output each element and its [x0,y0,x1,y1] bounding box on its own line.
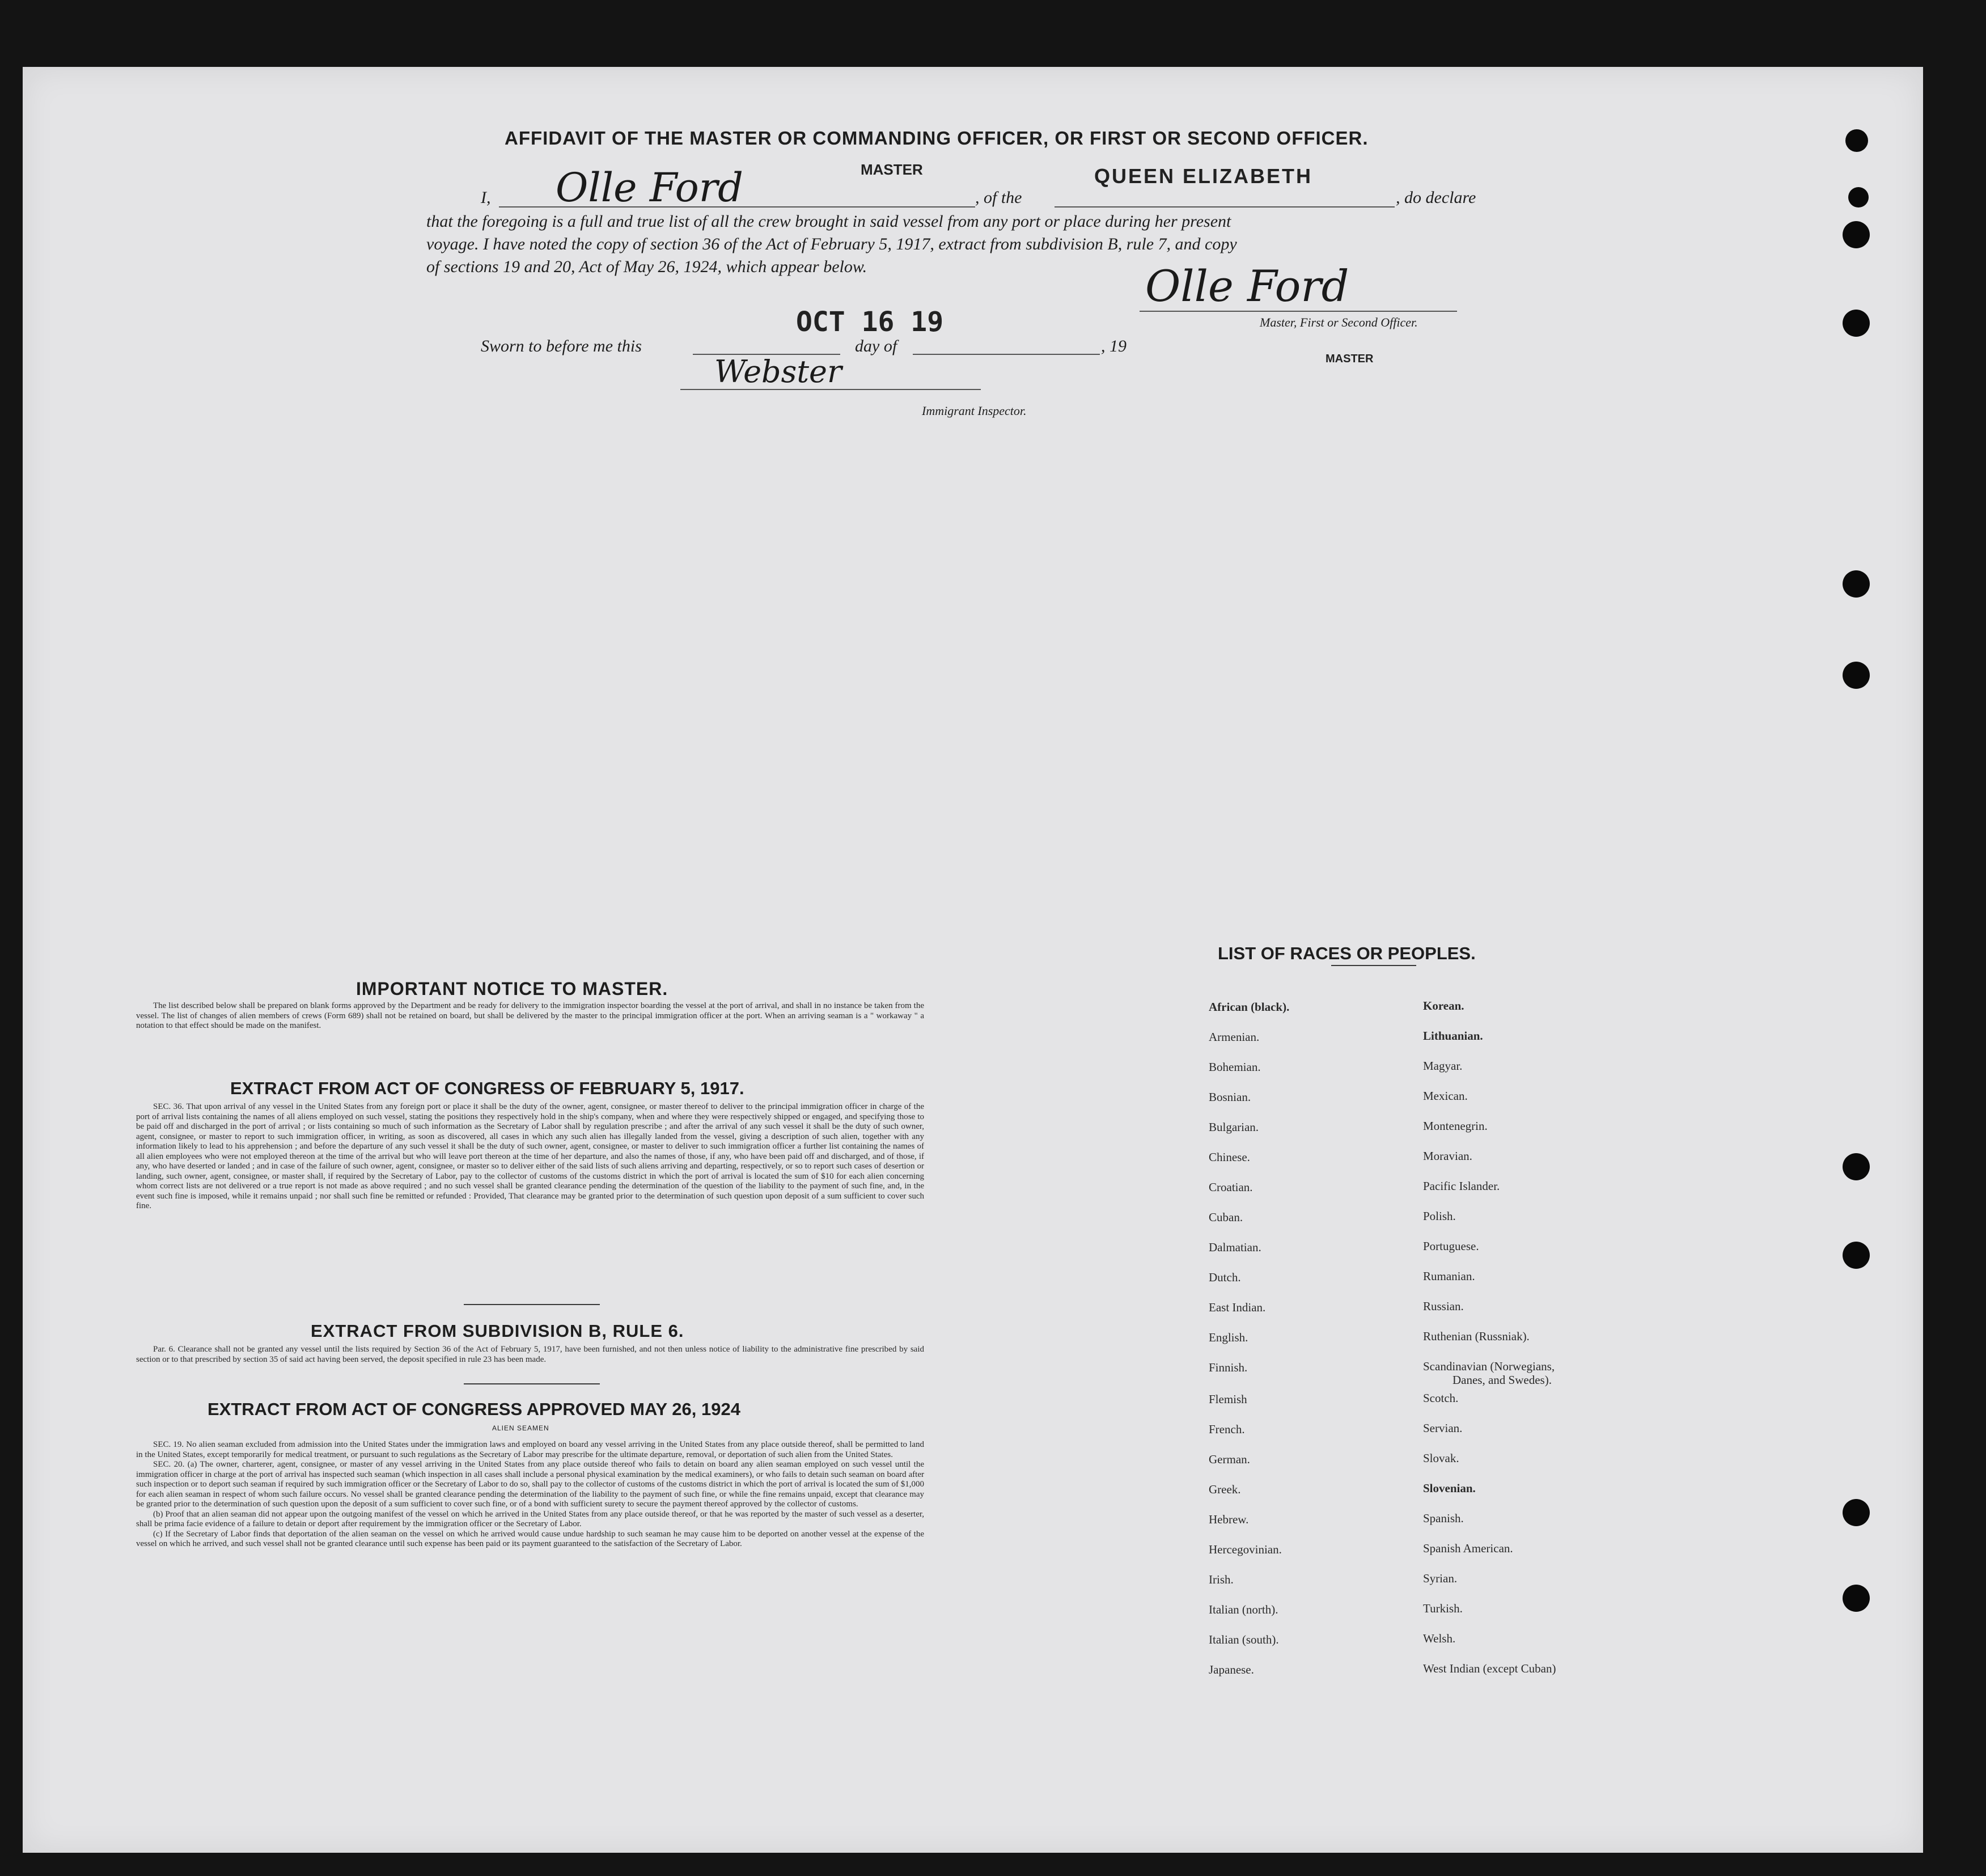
race-left-item: Armenian. [1209,1030,1260,1044]
race-left-item: Greek. [1209,1483,1241,1496]
race-right-item: Korean. [1423,999,1464,1013]
affidavit-line-4: of sections 19 and 20, Act of May 26, 1924, which appear below. [426,257,867,276]
extract-1917-paragraph: SEC. 36. That upon arrival of any vessel in the United States from any foreign port or place it shall be the duty of the owner, agent, consignee, or master thereof to deliver to the principal immigration officer in charge of the port of arrival lists containing the names of all aliens employed on such vessel, stating the positions they respectively hold in the ship's company, when and where they were respectively shipped or engaged, and specifying those to be paid off and discharged in the port of arrival ; or lists containing so much of such information as the Secretary of Labor shall by regulation prescribe ; and after the arrival of any such vessel it shall be the duty of such owner, agent, consignee, or master to report to such immigration officer, in writing, as soon as discovered, all cases in which any such alien has illegally landed from the vessel, giving a description of such alien, together with any information likely to lead to his apprehension ; and before the departure of any such vessel it shall be the duty of such owner, agent, consignee, or master to deliver to such immigration officer a further list containing the names of all alien employees who were not employed thereon at the time of the arrival but who will leave port thereon at the time of her departure, and also the names of those, if any, who have been paid off and discharged, and of those, if any, who have deserted or landed ; and in case of the failure of such owner, agent, consignee, or master so to deliver either of the said lists of such aliens arriving and departing, respectively, or so to report such cases of desertion or landing, such owner, agent, consignee, or master shall, if required by the Secretary of Labor, pay to the collector of customs of the customs district in which the port of arrival is located the sum of $10 for each alien concerning whom correct lists are not delivered or a true report is not made as above required ; and no such vessel shall be granted clearance pending the determination of the question of the liability to the payment of such fine, and, in the event such fine is imposed, while it remains unpaid ; nor shall such fine be remitted or refunded : Provided, That clearance may be granted prior to the determination of such question upon deposit of a sum sufficient to cover such fine. [136,1102,924,1210]
race-right-item: Scotch. [1423,1391,1459,1405]
race-left-item: Bosnian. [1209,1090,1251,1104]
document-sheet [23,67,1923,1853]
extract-1924-sec19: SEC. 19. No alien seaman excluded from admission into the United States under the immigration laws and employed on board any vessel arriving in the United States from any place outside thereof, shall be permitted to land in the United States, except temporarily for medical treatment, or pursuant to such regulations as the Secretary of Labor may prescribe for the ultimate departure, removal, or deportation of such alien from the United States. [136,1440,924,1459]
races-title: LIST OF RACES OR PEOPLES. [1218,943,1476,963]
section-divider [464,1383,600,1384]
races-title-underline [1331,965,1416,966]
race-right-item: Pacific Islander. [1423,1179,1500,1193]
race-right-item: Turkish. [1423,1602,1463,1615]
extract-rule6-body [136,1345,924,1365]
race-right-item: Russian. [1423,1299,1464,1313]
year-label: , 19 [1101,337,1127,355]
race-left-item: Dutch. [1209,1271,1241,1284]
extract-1924-subtitle: ALIEN SEAMEN [492,1424,549,1432]
binder-hole [1843,310,1870,337]
affidavit-declare-label: , do declare [1396,188,1476,207]
race-left-item: French. [1209,1422,1245,1436]
sworn-month-underline [913,354,1100,355]
race-right-item: Lithuanian. [1423,1029,1483,1043]
officer-signature-line [1140,311,1457,312]
binder-hole [1845,129,1868,152]
extract-1924-body [136,1440,924,1549]
extract-1917-title: EXTRACT FROM ACT OF CONGRESS OF FEBRUARY 5, 1917. [230,1078,744,1098]
affidavit-i-label: I, [481,188,491,207]
day-of-label: day of [855,337,897,355]
race-left-item: Finnish. [1209,1361,1248,1374]
race-left-item: Chinese. [1209,1150,1250,1164]
notice-paragraph: The list described below shall be prepared on blank forms approved by the Department and be ready for delivery to the immigration inspector boarding the vessel at the port of arrival, and shall in no instance be taken from the vessel. The list of changes of alien members of crews (Form 689) shall not be retained on board, but shall be delivered by the master to the principal immigration officer at the port. When an arriving seaman is a " workaway " a notation to that effect should be made on the manifest. [136,1001,924,1030]
race-right-item: Mexican. [1423,1089,1468,1103]
race-left-item: Dalmatian. [1209,1240,1261,1254]
race-right-item: Montenegrin. [1423,1119,1488,1133]
binder-hole [1848,187,1869,207]
race-left-item: Hercegovinian. [1209,1543,1282,1556]
extract-1917-body [136,1102,924,1212]
notice-body [136,1001,924,1031]
binder-hole [1843,1499,1870,1526]
race-right-item: Polish. [1423,1209,1456,1223]
notice-title: IMPORTANT NOTICE TO MASTER. [356,979,668,999]
race-left-item: East Indian. [1209,1301,1266,1314]
race-left-item: Hebrew. [1209,1513,1249,1526]
race-right-item: West Indian (except Cuban) [1423,1662,1556,1675]
race-left-item: Italian (north). [1209,1603,1278,1616]
affidavit-title: AFFIDAVIT OF THE MASTER OR COMMANDING OFFICER, OR FIRST OR SECOND OFFICER. [505,128,1369,149]
binder-hole [1843,662,1870,689]
master-signature: Olle Ford [556,164,743,211]
section-divider [464,1304,600,1305]
race-right-item-cont: Danes, and Swedes). [1453,1373,1552,1387]
binder-hole [1843,1585,1870,1612]
vessel-name-stamp: QUEEN ELIZABETH [1094,164,1313,188]
race-left-item: Bulgarian. [1209,1120,1259,1134]
vessel-underline [1055,206,1395,207]
race-right-item: Moravian. [1423,1149,1472,1163]
master-stamp: MASTER [861,161,923,178]
race-left-item: German. [1209,1452,1250,1466]
extract-rule6-paragraph: Par. 6. Clearance shall not be granted any vessel until the lists required by Section 36 of the Act of February 5, 1917, have been furnished, and not then unless notice of liability to the administrative fine prescribed by said section or to that prescribed by section 35 of said act having been served, the deposit specified in rule 23 has been made. [136,1345,924,1364]
race-left-item: Croatian. [1209,1180,1253,1194]
race-left-item: English. [1209,1331,1248,1344]
race-right-item: Spanish American. [1423,1542,1513,1555]
race-left-item: African (black). [1209,1000,1290,1014]
binder-hole [1843,1153,1870,1180]
race-right-item: Servian. [1423,1421,1463,1435]
race-right-item: Portuguese. [1423,1239,1479,1253]
master-stamp-2: MASTER [1326,353,1374,365]
race-left-item: Japanese. [1209,1663,1254,1676]
race-left-item: Italian (south). [1209,1633,1279,1646]
officer-role-label: Master, First or Second Officer. [1260,315,1418,329]
extract-1924-sec20c: (c) If the Secretary of Labor finds that deportation of the alien seaman on the vessel on which he arrived would cause undue hardship to such seaman he may cause him to be deported on another vessel at the expense of the vessel on which he arrived, and such vessel shall not be granted clearance until such expense has been paid or its payment guaranteed to the satisfaction of the Secretary of Labor. [136,1529,924,1548]
race-left-item: Irish. [1209,1573,1234,1586]
officer-signature: Olle Ford [1145,261,1349,311]
inspector-label: Immigrant Inspector. [922,404,1027,418]
race-right-item: Spanish. [1423,1511,1464,1525]
binder-hole [1843,221,1870,248]
race-left-item: Cuban. [1209,1210,1243,1224]
race-left-item: Bohemian. [1209,1060,1261,1074]
extract-1924-title: EXTRACT FROM ACT OF CONGRESS APPROVED MAY 26, 1924 [208,1399,740,1419]
affidavit-of-the-label: , of the [975,188,1022,207]
affidavit-line-3: voyage. I have noted the copy of section 36 of the Act of February 5, 1917, extract from subdivision B, rule 7, and copy [426,235,1237,253]
inspector-signature: Webster [714,354,842,389]
binder-hole [1843,570,1870,598]
affidavit-line-2: that the foregoing is a full and true list of all the crew brought in said vessel from any port or place during her present [426,212,1231,231]
race-right-item: Slovak. [1423,1451,1459,1465]
binder-hole [1843,1242,1870,1269]
race-right-item: Syrian. [1423,1572,1458,1585]
date-stamp: OCT 16 19 [796,306,944,338]
extract-rule6-title: EXTRACT FROM SUBDIVISION B, RULE 6. [311,1321,684,1341]
extract-1924-sec20a: SEC. 20. (a) The owner, charterer, agent, consignee, or master of any vessel arriving in the United States from any place outside thereof who fails to detain on board any alien seaman employed on such vessel until the immigration officer in charge at the port of arrival has inspected such seaman (which inspection in all cases shall include a personal physical examination by the medical examiners), or who fails to detain such seaman on board after such inspection or to deport such seaman if required by such immigration officer or the Secretary of Labor to do so, shall pay to the collector of customs of the customs district in which the port of arrival is located the sum of $1,000 for each alien seaman in respect of whom such failure occurs. No vessel shall be granted clearance pending the determination of the liability to the payment of such fine, or while the fine remains unpaid, except that clearance may be granted prior to the determination of such question upon the deposit of a sum sufficient to cover such fine, or of a bond with sufficient surety to secure the payment thereof approved by the collector of customs. [136,1460,924,1509]
extract-1924-sec20b: (b) Proof that an alien seaman did not appear upon the outgoing manifest of the vessel on which he arrived in the United States from any place outside thereof, or that he was reported by the master of such vessel as a deserter, shall be prima facie evidence of a failure to detain or deport after requirement by the immigration officer or the Secretary of Labor. [136,1509,924,1528]
inspector-signature-line [680,389,981,390]
race-right-item: Slovenian. [1423,1481,1476,1495]
race-right-item: Magyar. [1423,1059,1463,1073]
race-right-item: Scandinavian (Norwegians, [1423,1360,1555,1373]
race-left-item: Flemish [1209,1392,1247,1406]
race-right-item: Ruthenian (Russniak). [1423,1329,1530,1343]
sworn-label: Sworn to before me this [481,337,642,355]
race-right-item: Welsh. [1423,1632,1456,1645]
race-right-item: Rumanian. [1423,1269,1475,1283]
